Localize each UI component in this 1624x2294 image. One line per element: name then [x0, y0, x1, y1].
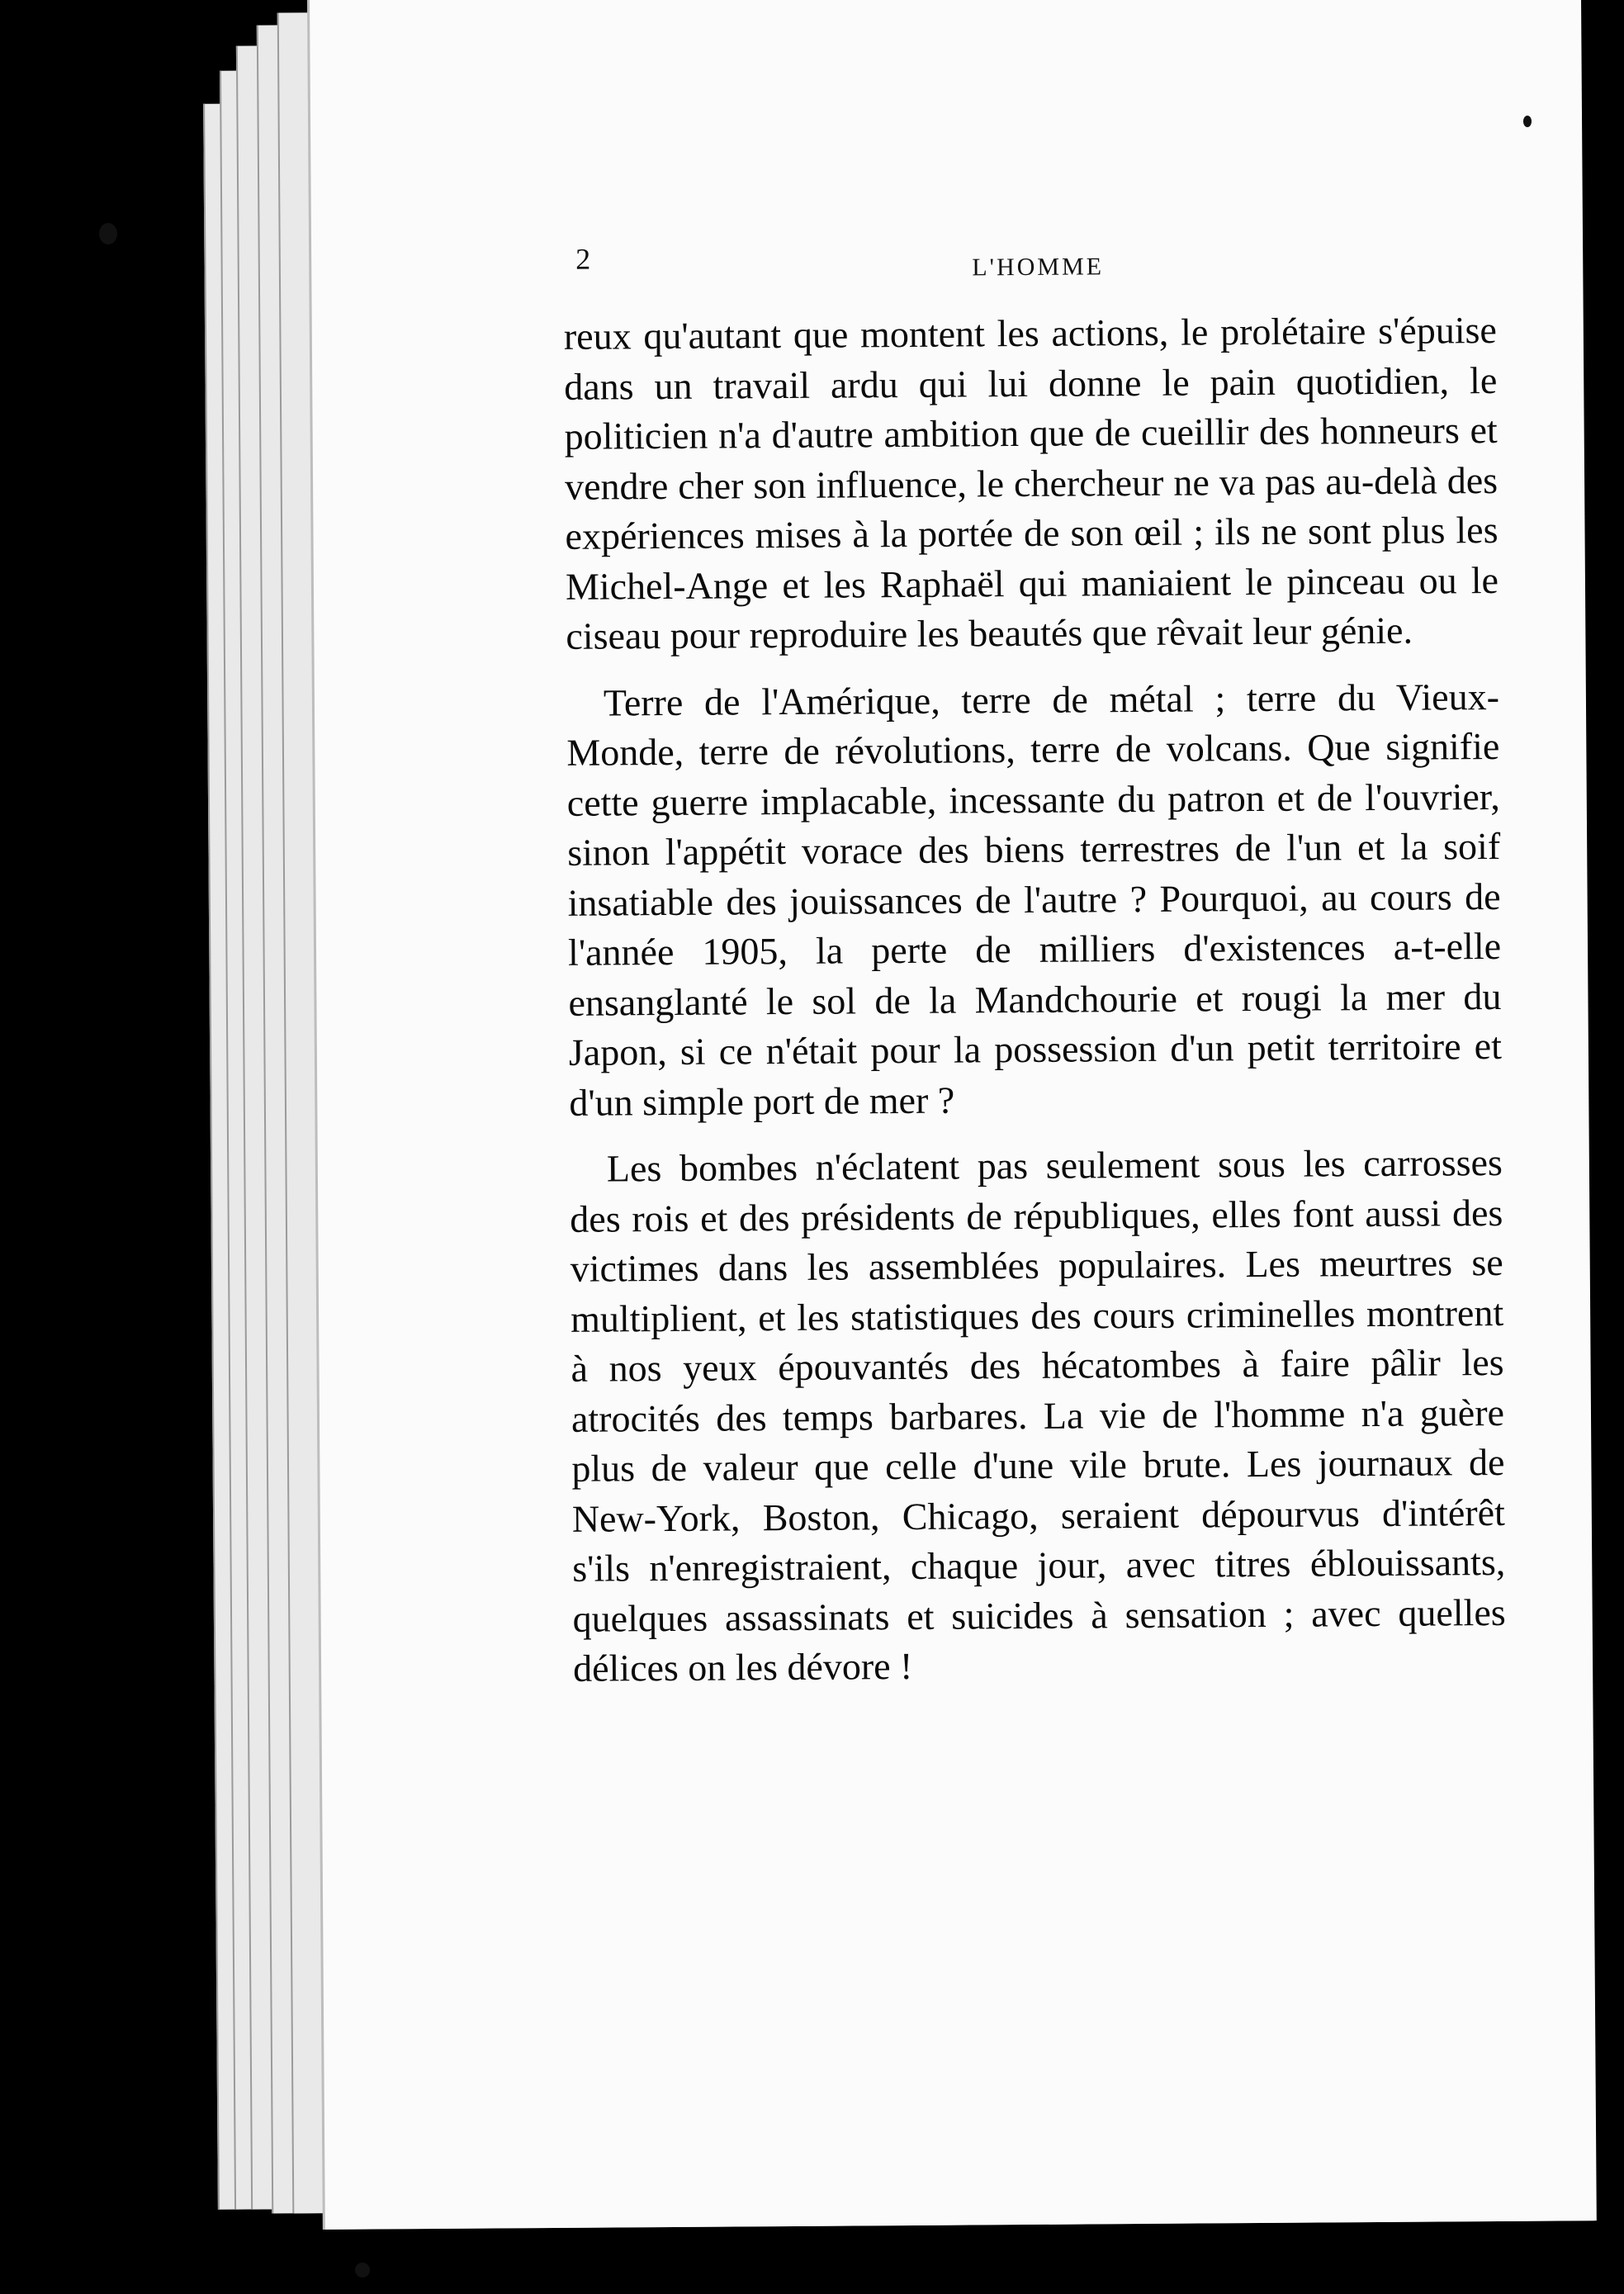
paragraph-2: Terre de l'Amérique, terre de métal ; terre du Vieux-Monde, terre de révolutions, terre de volcans. Que signifie cette guerre implacable, incessante du patron et de l'ouvrier, sinon l'appétit vorace des biens terrestres de l'un et la soif insatiable des jouissances de l'autre ? Pourquoi, au cours de l'année 1905, la perte de milliers d'existences a-t-elle ensanglanté le sol de la Mandchourie et rougi la mer du Japon, si ce n'était pour la possession d'un petit territoire et d'un simple port de mer ? [566, 675, 1503, 1124]
scan-speck [99, 223, 117, 244]
body-text [564, 306, 1507, 1694]
paragraph-1: reux qu'autant que montent les actions, le prolétaire s'épuise dans un travail ardu qui lui donne le pain quotidien, le politicien n'a d'autre ambition que de cueillir des honneurs et vendre cher son influence, le chercheur ne va pas au-delà des expériences mises à la portée de son œil ; ils ne sont plus les Michel-Ange et les Raphaël qui maniaient le pinceau ou le ciseau pour reproduire les beautés que rêvait leur génie. [563, 308, 1499, 657]
paragraph-3: Les bombes n'éclatent pas seulement sous les carrosses des rois et des présidents de républiques, elles font aussi des victimes dans les assemblées populaires. Les meurtres se multiplient, et les statistiques des cours criminelles montrent à nos yeux épouvantés des hécatombes à faire pâlir les atrocités des temps barbares. La vie de l'homme n'a guère plus de valeur que celle d'une vile brute. Les journaux de New-York, Boston, Chicago, seraient dépourvus d'intérêt s'ils n'enregistraient, chaque jour, avec titres éblouissants, quelques assassinats et suicides à sensation ; avec quelles délices on les dévore ! [570, 1140, 1506, 1690]
page-header [575, 235, 1475, 291]
scan-speck [1523, 116, 1532, 127]
book-page [310, 0, 1597, 2230]
page-number: 2 [575, 242, 591, 276]
running-head: L'HOMME [972, 253, 1105, 282]
scan-speck [355, 2263, 370, 2277]
